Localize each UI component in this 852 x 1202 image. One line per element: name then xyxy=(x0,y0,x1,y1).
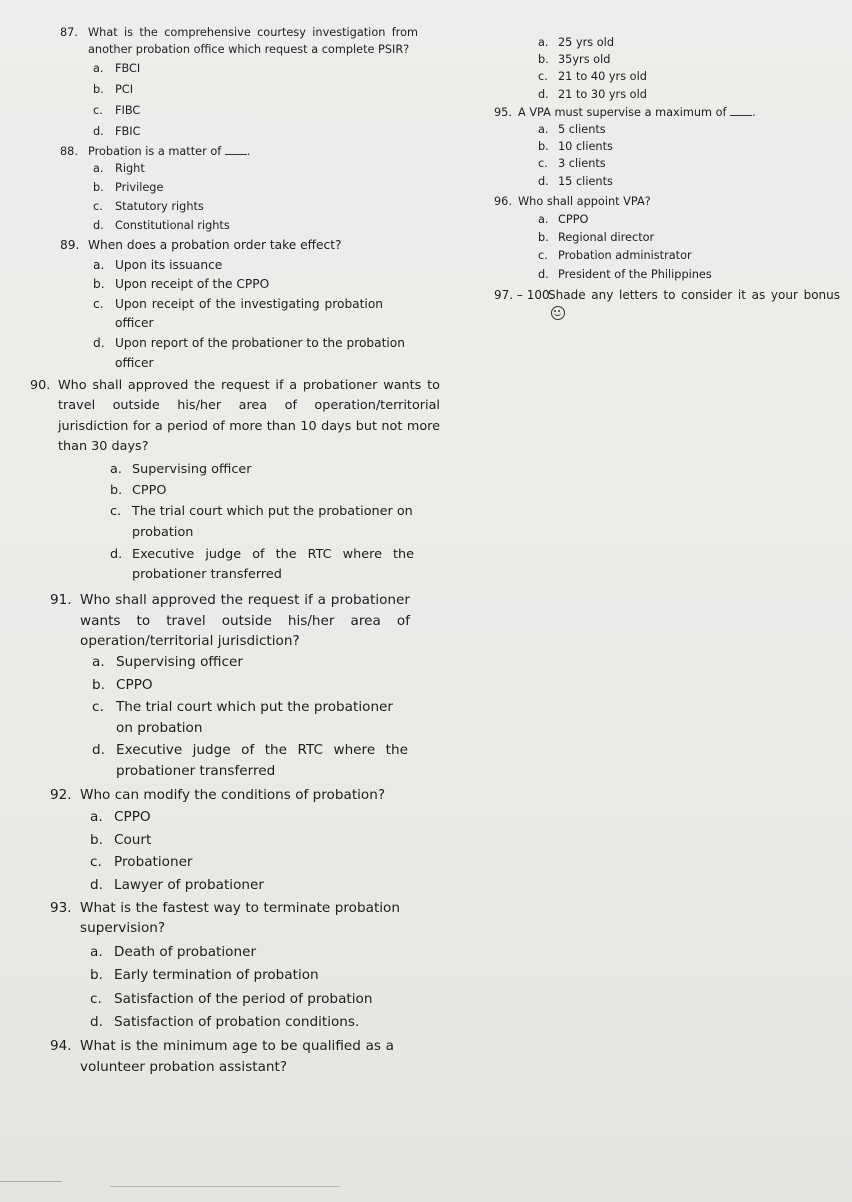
question-94 xyxy=(50,1036,410,1077)
option-letter: c. xyxy=(92,699,104,716)
option-c xyxy=(538,68,839,85)
option-letter: c. xyxy=(538,249,548,263)
option-letter: b. xyxy=(93,277,105,292)
option-text: 15 clients xyxy=(558,174,613,188)
option-letter: a. xyxy=(538,36,549,49)
option-letter: d. xyxy=(90,876,103,893)
question-text: When does a probation order take effect? xyxy=(88,238,342,252)
smile-icon xyxy=(551,306,565,320)
question-stem xyxy=(50,1036,394,1077)
option-letter: d. xyxy=(110,546,123,562)
options-list xyxy=(538,121,839,190)
question-89 xyxy=(60,236,420,373)
question-text: Shade any letters to consider it as your bonus xyxy=(548,287,840,302)
option-text: Early termination of probation xyxy=(114,967,319,984)
option-b xyxy=(90,965,410,986)
option-letter: c. xyxy=(93,296,104,311)
question-stem xyxy=(494,104,839,121)
option-c xyxy=(93,102,420,119)
option-text: 3 clients xyxy=(558,157,606,171)
question-stem xyxy=(60,143,420,160)
option-a xyxy=(92,652,408,673)
question-number: 96. xyxy=(494,194,512,208)
options-list xyxy=(538,211,839,283)
option-text: Court xyxy=(114,831,152,848)
option-letter: a. xyxy=(90,809,103,826)
question-number: 94. xyxy=(50,1038,72,1055)
option-letter: d. xyxy=(538,267,549,281)
option-letter: d. xyxy=(538,87,549,101)
options-list xyxy=(93,60,420,140)
option-text: Upon receipt of the investigating probation officer xyxy=(115,296,383,331)
question-88 xyxy=(60,143,420,234)
question-91 xyxy=(50,590,410,781)
option-c xyxy=(90,989,410,1010)
question-96 xyxy=(494,193,839,283)
option-letter: a. xyxy=(93,162,104,175)
option-d xyxy=(92,740,408,781)
question-stem xyxy=(50,898,400,939)
option-c xyxy=(538,247,839,264)
option-a xyxy=(538,211,839,228)
option-text: 21 to 30 yrs old xyxy=(558,87,647,101)
option-letter: b. xyxy=(538,231,549,245)
option-letter: d. xyxy=(92,742,105,759)
option-letter: c. xyxy=(538,70,548,84)
options-list xyxy=(90,807,410,895)
option-c xyxy=(538,155,839,172)
option-b xyxy=(93,81,420,98)
left-column xyxy=(30,24,440,1077)
option-d xyxy=(93,123,420,140)
option-b xyxy=(90,830,410,851)
option-letter: b. xyxy=(92,676,105,693)
option-d xyxy=(110,545,414,585)
option-text: CPPO xyxy=(114,809,151,826)
option-letter: a. xyxy=(110,461,122,477)
option-text: Death of probationer xyxy=(114,943,257,960)
option-text: FIBC xyxy=(115,104,141,117)
question-number: 89. xyxy=(60,238,80,252)
question-stem xyxy=(494,286,840,324)
option-letter: a. xyxy=(92,653,105,670)
option-text: Executive judge of the RTC where the probationer transferred xyxy=(116,742,408,779)
question-93 xyxy=(50,898,410,1034)
question-stem xyxy=(494,193,839,210)
option-letter: d. xyxy=(93,335,105,350)
option-b xyxy=(93,275,411,295)
right-column xyxy=(494,34,839,324)
option-letter: a. xyxy=(538,213,549,227)
option-text: Executive judge of the RTC where the probationer transferred xyxy=(132,546,414,582)
option-text: Supervising officer xyxy=(132,461,252,477)
options-list xyxy=(93,160,420,234)
option-b xyxy=(93,179,420,196)
option-text: Regional director xyxy=(558,231,655,245)
option-letter: a. xyxy=(538,123,549,137)
answer-blank xyxy=(730,104,752,116)
option-a xyxy=(110,460,414,480)
option-a xyxy=(93,160,420,177)
option-text: The trial court which put the probationer on probation xyxy=(132,504,413,540)
page-edge-line xyxy=(110,1186,340,1187)
question-text: A VPA must supervise a maximum of xyxy=(518,105,727,119)
option-text: FBCI xyxy=(115,62,141,75)
option-text: CPPO xyxy=(132,483,167,499)
option-letter: c. xyxy=(110,504,122,520)
options-list xyxy=(92,652,408,782)
stem-suffix: . xyxy=(752,105,756,119)
question-90 xyxy=(30,376,440,585)
option-text: PCI xyxy=(115,83,134,96)
option-letter: d. xyxy=(90,1014,103,1031)
option-text: Probation administrator xyxy=(558,249,692,263)
question-number: 87. xyxy=(60,26,78,39)
option-text: Upon report of the probationer to the probation officer xyxy=(115,335,405,370)
option-letter: a. xyxy=(90,943,103,960)
options-list xyxy=(110,460,414,585)
option-text: Upon receipt of the CPPO xyxy=(115,277,270,292)
option-d xyxy=(93,334,405,373)
option-letter: a. xyxy=(93,257,105,272)
option-b xyxy=(538,229,839,246)
question-number: 92. xyxy=(50,786,72,803)
option-a xyxy=(93,256,411,276)
answer-blank xyxy=(225,143,247,155)
option-letter: d. xyxy=(93,219,104,232)
option-text: 35yrs old xyxy=(558,53,611,67)
option-letter: b. xyxy=(93,83,104,96)
question-92 xyxy=(50,785,410,896)
question-text: Who shall approved the request if a probationer wants to travel outside his/her area of operation/territorial jurisdiction for a period of more than 10 days but not more than 30 days? xyxy=(58,378,440,454)
question-text: What is the comprehensive courtesy investigation from another probation office which request a complete PSIR? xyxy=(88,26,418,56)
question-94-options xyxy=(538,34,839,103)
option-text: 5 clients xyxy=(558,123,606,137)
question-87 xyxy=(60,24,420,140)
option-d xyxy=(93,217,420,234)
question-95 xyxy=(494,104,839,190)
option-text: Lawyer of probationer xyxy=(114,876,264,893)
option-text: Satisfaction of the period of probation xyxy=(114,990,373,1007)
stem-suffix: . xyxy=(246,145,251,158)
question-stem xyxy=(50,590,410,652)
question-97-100 xyxy=(494,286,839,324)
option-text: Privilege xyxy=(115,181,164,194)
option-b xyxy=(110,481,414,501)
option-text: Probationer xyxy=(114,854,193,871)
question-number: 93. xyxy=(50,899,72,916)
option-text: 21 to 40 yrs old xyxy=(558,70,647,84)
option-text: Supervising officer xyxy=(116,653,243,670)
left-bottom-block xyxy=(50,590,410,1077)
option-d xyxy=(90,1012,410,1033)
option-a xyxy=(93,60,420,77)
option-letter: d. xyxy=(538,174,549,188)
page-edge-line xyxy=(0,1181,62,1182)
question-stem xyxy=(60,236,420,256)
option-letter: c. xyxy=(538,157,548,171)
option-d xyxy=(538,266,839,283)
option-letter: b. xyxy=(538,140,549,154)
option-letter: b. xyxy=(110,483,123,499)
options-list xyxy=(93,256,411,374)
option-a xyxy=(538,34,839,51)
option-c xyxy=(90,852,410,873)
option-d xyxy=(90,875,410,896)
option-c xyxy=(93,295,383,334)
question-number: 90. xyxy=(30,378,51,394)
option-text: 25 yrs old xyxy=(558,36,614,49)
question-stem xyxy=(30,376,440,457)
option-c xyxy=(93,198,420,215)
option-letter: b. xyxy=(538,53,549,67)
option-text: Constitutional rights xyxy=(115,219,230,232)
option-c xyxy=(92,697,408,738)
option-letter: d. xyxy=(93,125,104,138)
question-number: 97. – 100. xyxy=(494,287,554,302)
option-letter: b. xyxy=(90,831,103,848)
option-letter: c. xyxy=(90,990,102,1007)
question-text: Who can modify the conditions of probation? xyxy=(80,786,386,803)
option-d xyxy=(538,173,839,190)
option-d xyxy=(538,86,839,103)
option-text: President of the Philippines xyxy=(558,267,712,281)
option-letter: b. xyxy=(90,967,103,984)
option-text: Satisfaction of probation conditions. xyxy=(114,1014,360,1031)
option-text: CPPO xyxy=(116,676,153,693)
option-letter: c. xyxy=(93,104,103,117)
question-number: 91. xyxy=(50,592,72,609)
option-letter: c. xyxy=(93,200,103,213)
option-a xyxy=(90,807,410,828)
option-text: Right xyxy=(115,162,145,175)
option-letter: b. xyxy=(93,181,104,194)
question-stem xyxy=(60,24,418,58)
option-b xyxy=(92,675,408,696)
option-a xyxy=(90,942,410,963)
question-stem xyxy=(50,785,410,806)
question-text: Probation is a matter of xyxy=(88,145,222,158)
question-text: Who shall approved the request if a probationer wants to travel outside his/her area of operation/territorial jurisdiction? xyxy=(80,592,410,650)
option-letter: c. xyxy=(90,854,102,871)
option-text: FBIC xyxy=(115,125,141,138)
question-text: Who shall appoint VPA? xyxy=(518,194,651,208)
option-text: CPPO xyxy=(558,213,589,227)
option-c xyxy=(110,502,414,542)
option-b xyxy=(538,138,839,155)
option-text: The trial court which put the probationer on probation xyxy=(116,699,394,736)
option-text: Upon its issuance xyxy=(115,257,223,272)
option-letter: a. xyxy=(93,62,104,75)
question-number: 88. xyxy=(60,145,78,158)
question-number: 95. xyxy=(494,105,512,119)
question-text: What is the minimum age to be qualified as a volunteer probation assistant? xyxy=(80,1038,394,1075)
option-text: Statutory rights xyxy=(115,200,204,213)
left-top-block xyxy=(30,24,440,585)
question-text: What is the fastest way to terminate probation supervision? xyxy=(80,899,400,937)
option-a xyxy=(538,121,839,138)
option-text: 10 clients xyxy=(558,140,613,154)
options-list xyxy=(90,942,410,1033)
option-b xyxy=(538,51,839,68)
